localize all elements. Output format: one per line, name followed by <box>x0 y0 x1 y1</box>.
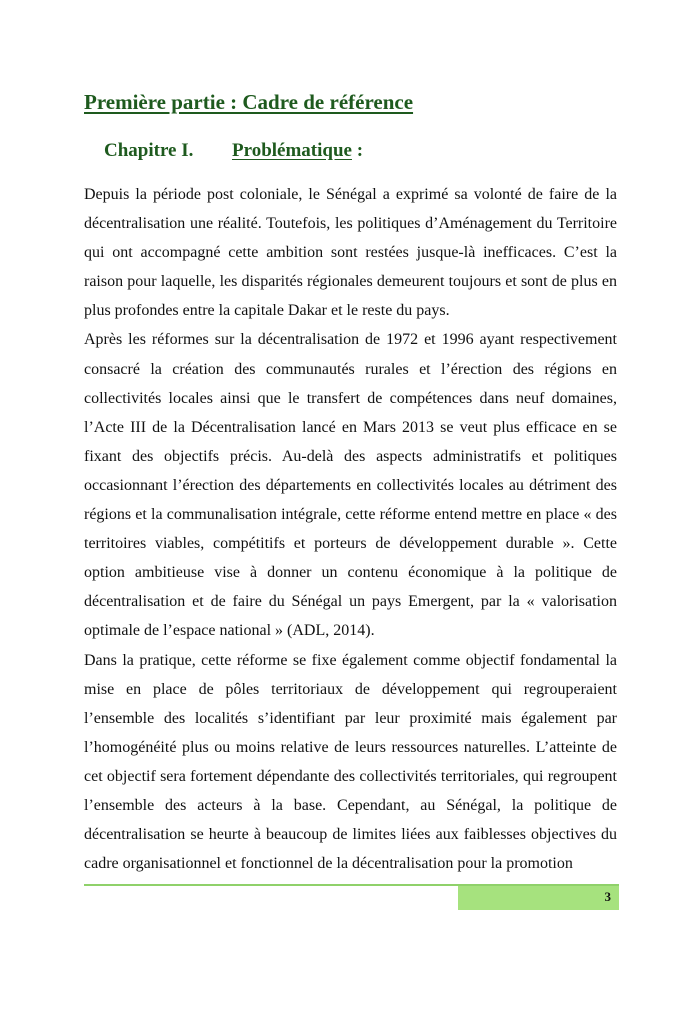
body-text <box>84 180 617 878</box>
paragraph: Depuis la période post coloniale, le Sénégal a exprimé sa volonté de faire de la décentralisation une réalité. Toutefois, les politiques d’Aménagement du Territoire qui ont accompagné cette ambition sont restées jusque-là inefficaces. C’est la raison pour laquelle, les disparités régionales demeurent toujours et sont de plus en plus profondes entre la capitale Dakar et le reste du pays. <box>84 186 617 320</box>
footer-page-box <box>458 886 619 910</box>
paragraph: Après les réformes sur la décentralisation de 1972 et 1996 ayant respectivement consacré la création des communautés rurales et l’érection des régions en collectivités locales ainsi que le transfert de compétences dans neuf domaines, l’Acte III de la Décentralisation lancé en Mars 2013 se veut plus efficace en se fixant des objectifs précis. Au-delà des aspects administratifs et politiques occasionnant l’érection des départements en collectivités locales au détriment des régions et la communalisation intégrale, cette réforme entend mettre en place « des territoires viables, compétitifs et porteurs de développement durable ». Cette option ambitieuse vise à donner un contenu économique à la politique de décentralisation et de faire du Sénégal un pays Emergent, par la « valorisation optimale de l’espace national » (ADL, 2014). <box>84 331 617 640</box>
paragraph: Dans la pratique, cette réforme se fixe également comme objectif fondamental la mise en place de pôles territoriaux de développement qui regrouperaient l’ensemble des localités s’identifiant par leur proximité mais également par l’homogénéité plus ou moins relative de leurs ressources naturelles. L’atteinte de cet objectif sera fortement dépendante des collectivités territoriales, qui regroupent l’ensemble des acteurs à la base. Cependant, au Sénégal, la politique de décentralisation se heurte à beaucoup de limites liées aux faiblesses objectives du cadre organisationnel et fonctionnel de la décentralisation pour la promotion <box>84 651 617 873</box>
part-title: Première partie : Cadre de référence <box>84 90 414 114</box>
chapter-suffix: : <box>351 140 364 161</box>
page-number: 3 <box>604 889 611 904</box>
chapter-number: Chapitre I. <box>104 140 194 161</box>
chapter-heading <box>104 140 363 162</box>
chapter-name: Problématique <box>232 140 352 161</box>
